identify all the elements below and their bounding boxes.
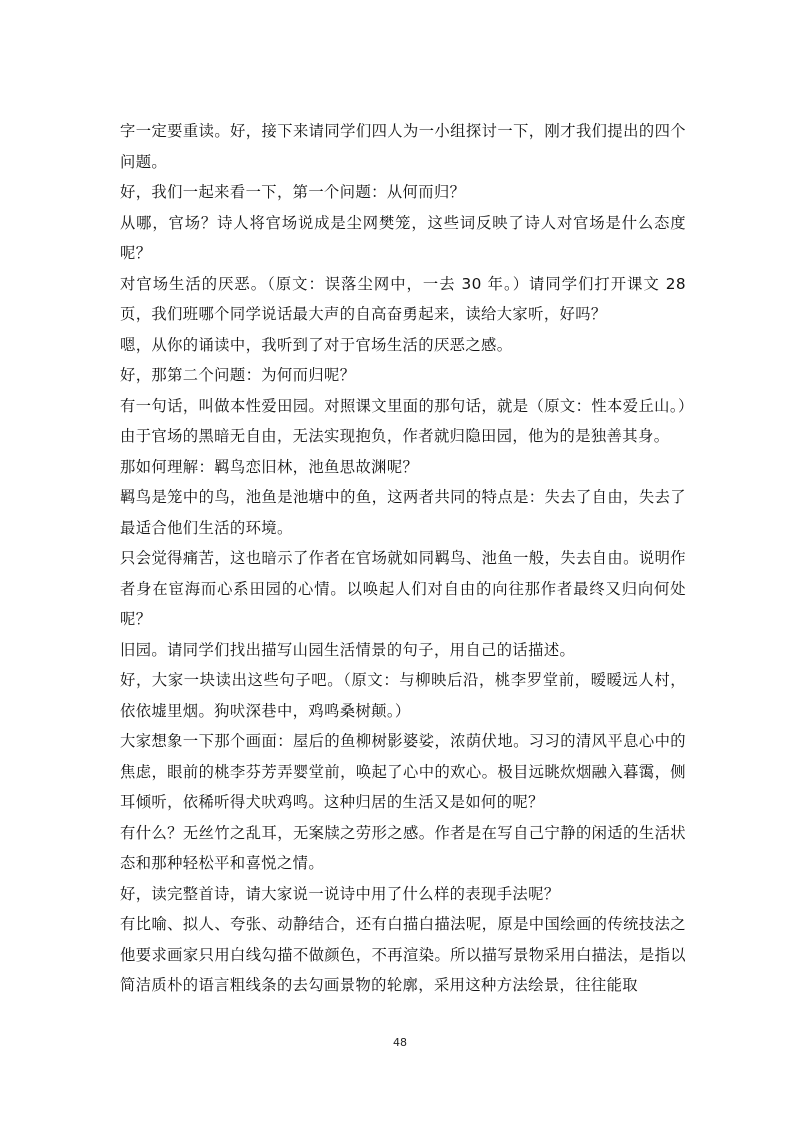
- paragraph-6: 好，那第二个问题：为何而归呢？: [120, 366, 356, 384]
- paragraph-10: 只会觉得痛苦，这也暗示了作者在官场就如同羁鸟、池鱼一般，失去自由。说明作者身在宦海而心系田园的心情。以唤起人们对自由的向往那作者最终又归向何处呢？: [120, 549, 686, 628]
- paragraph-12: 好，大家一块读出这些句子吧。（原文：与柳映后沿，桃李罗堂前，暧暧远人村，依依墟里烟。狗吠深巷中，鸡鸣桑树颠。）: [120, 671, 686, 720]
- paragraph-15: 好，读完整首诗，请大家说一说诗中用了什么样的表现手法呢？: [120, 884, 560, 903]
- paragraph-5: 嗯，从你的诵读中，我听到了对于官场生活的厌恶之感。: [120, 335, 513, 354]
- paragraph-3: 从哪，官场？诗人将官场说成是尘网樊笼，这些词反映了诗人对官场是什么态度呢？: [120, 213, 686, 262]
- paragraph-14: 有什么？无丝竹之乱耳，无案牍之劳形之感。作者是在写自己宁静的闲适的生活状态和那种轻松平和喜悦之情。: [120, 823, 686, 872]
- paragraph-16: 有比喻、拟人、夸张、动静结合，还有白描白描法呢，原是中国绘画的传统技法之他要求画家只用白线勾描不做颜色，不再渲染。所以描写景物采用白描法，是指以简洁质朴的语言粗线条的去勾画景物的轮廓，采用这种方法绘景，往往能取: [120, 915, 686, 994]
- paragraph-2: 好，我们一起来看一下，第一个问题：从何而归？: [120, 183, 466, 201]
- document-body: [120, 116, 686, 1001]
- paragraph-1: 字一定要重读。好，接下来请同学们四人为一小组探讨一下，刚才我们提出的四个问题。: [120, 122, 686, 171]
- paragraph-11: 旧园。请同学们找出描写山园生活情景的句子，用自己的话描述。: [120, 640, 576, 659]
- page-number: 48: [393, 1036, 407, 1049]
- paragraph-8: 那如何理解：羁鸟恋旧林，池鱼思故渊呢？: [120, 457, 419, 476]
- paragraph-9: 羁鸟是笼中的鸟，池鱼是池塘中的鱼，这两者共同的特点是：失去了自由，失去了最适合他们生活的环境。: [120, 488, 686, 537]
- paragraph-4: 对官场生活的厌恶。（原文：误落尘网中，一去 30 年。）请同学们打开课文 28 页，我们班哪个同学说话最大声的自高奋勇起来，读给大家听，好吗？: [120, 274, 686, 323]
- paragraph-7: 有一句话，叫做本性爱田园。对照课文里面的那句话，就是（原文：性本爱丘山。）由于官场的黑暗无自由，无法实现抱负，作者就归隐田园，他为的是独善其身。: [120, 396, 686, 445]
- paragraph-13: 大家想象一下那个画面：屋后的鱼柳树影婆娑，浓荫伏地。习习的清风平息心中的焦虑，眼前的桃李芬芳弄婴堂前，唤起了心中的欢心。极目远眺炊烟融入暮霭，侧耳倾听，依稀听得犬吠鸡鸣。这种归居的生活又是如何的呢？: [120, 732, 686, 811]
